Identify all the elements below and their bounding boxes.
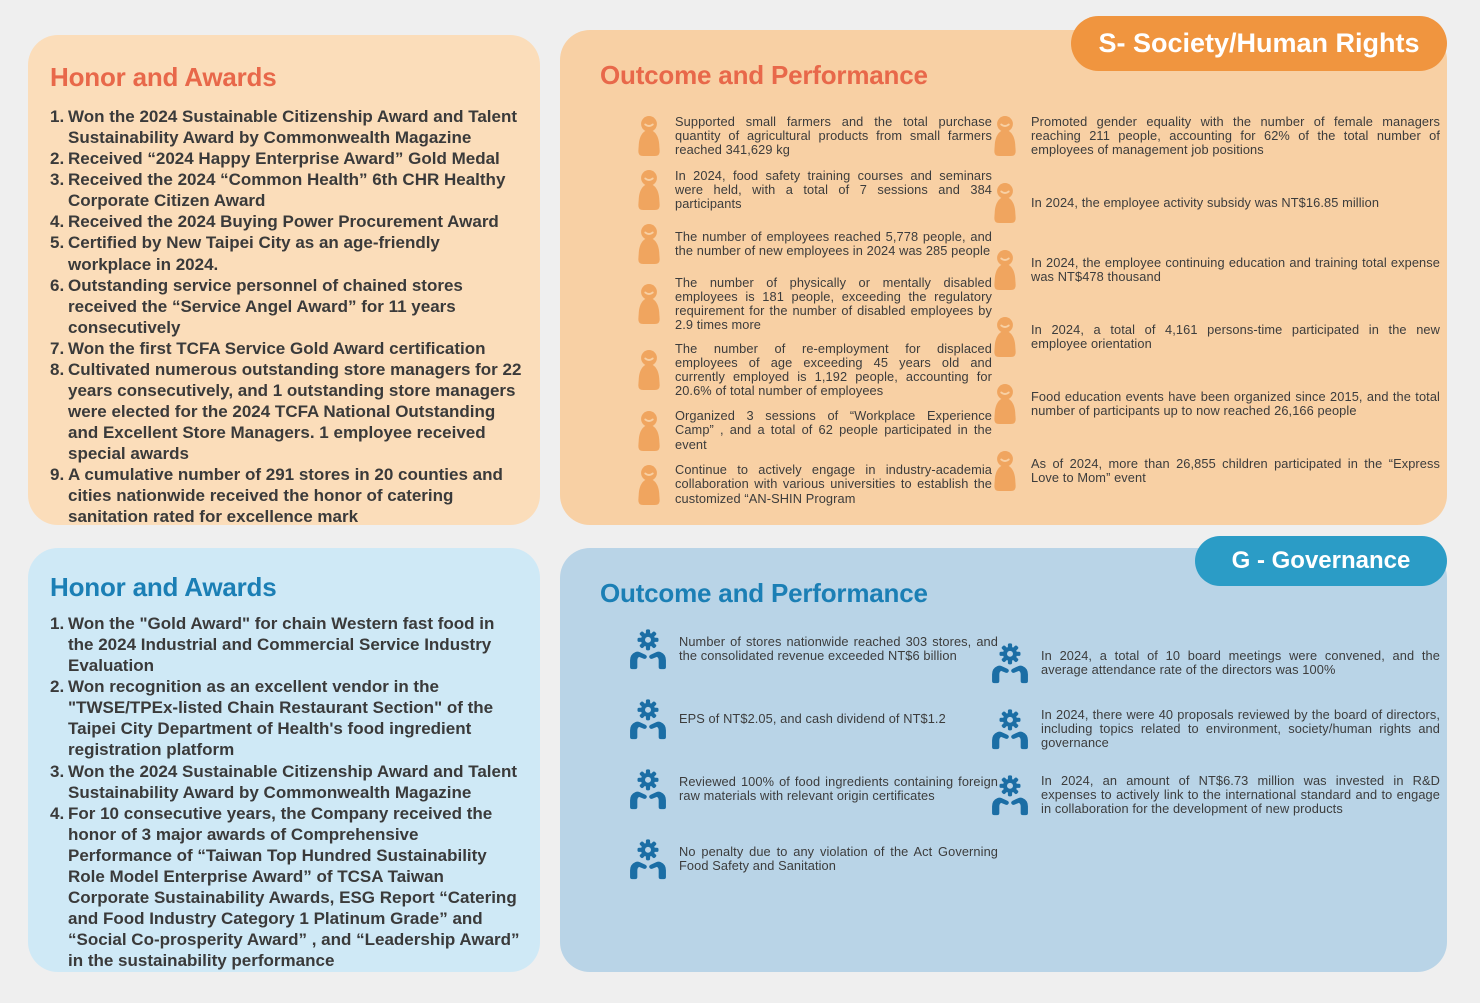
person-icon <box>634 222 664 266</box>
outcome-text: Reviewed 100% of food ingredients containing foreign raw materials with relevant origin certificates <box>679 773 998 803</box>
hands-gear-icon <box>988 642 1032 684</box>
outcome-text: In 2024, food safety training courses and seminars were held, with a total of 7 sessions and 384 participants <box>675 167 992 212</box>
person-icon <box>990 181 1020 225</box>
society-honor-panel <box>28 35 540 525</box>
honor-item: 7. Won the first TCFA Service Gold Award certification <box>50 338 486 358</box>
outcome-text: In 2024, there were 40 proposals reviewed by the board of directors, including topics related to environment, society/human rights and governance <box>1041 707 1440 751</box>
outcome-text: The number of employees reached 5,778 people, and the number of new employees in 2024 was 285 people <box>675 228 992 258</box>
hands-gear-icon <box>988 708 1032 750</box>
list-item <box>626 768 998 810</box>
person-icon <box>634 282 664 326</box>
outcome-text: Promoted gender equality with the number of female managers reaching 211 people, accounting for 62% of the total number of employees of management job positions <box>1031 113 1440 158</box>
person-icon <box>634 409 664 453</box>
honor-item: 3. Won the 2024 Sustainable Citizenship Award and Talent Sustainability Award by Commonwealth Magazine <box>50 761 518 802</box>
person-icon <box>634 114 664 158</box>
list-item <box>626 628 998 670</box>
governance-outcome-right-column <box>988 642 1440 816</box>
hands-gear-icon <box>626 768 670 810</box>
list-item <box>990 449 1440 493</box>
list-item <box>988 642 1440 684</box>
honor-item: 1. Won the "Gold Award" for chain Western fast food in the 2024 Industrial and Commercial Service Industry Evaluation <box>50 614 495 676</box>
list-item <box>634 114 992 158</box>
honor-item: 6. Outstanding service personnel of chained stores received the “Service Angel Award” for 11 years consecutively <box>50 275 463 337</box>
governance-outcome-panel <box>560 548 1447 972</box>
outcome-text: The number of physically or mentally disabled employees is 181 people, exceeding the regulatory requirement for the number of disabled employees by 2.9 times more <box>675 275 992 333</box>
list-item <box>990 382 1440 426</box>
person-icon <box>990 449 1020 493</box>
person-icon <box>990 315 1020 359</box>
person-icon <box>990 114 1020 158</box>
governance-honor-panel <box>28 548 540 972</box>
list-item <box>990 181 1440 225</box>
person-icon <box>990 382 1020 426</box>
governance-section-badge: G - Governance <box>1195 536 1447 586</box>
honor-item: 2. Won recognition as an excellent vendor in the "TWSE/TPEx-listed Chain Restaurant Section" of the Taipei City Department of Health's food ingredient registration platform <box>50 677 494 760</box>
outcome-text: Organized 3 sessions of “Workplace Experience Camp” , and a total of 62 people participated in the event <box>675 408 992 452</box>
outcome-text: In 2024, a total of 4,161 persons-time participated in the new employee orientation <box>1031 321 1440 351</box>
outcome-text: EPS of NT$2.05, and cash dividend of NT$1.2 <box>679 710 946 726</box>
governance-outcome-title: Outcome and Performance <box>600 578 928 608</box>
society-outcome-title: Outcome and Performance <box>600 60 928 90</box>
honor-item: 5. Certified by New Taipei City as an age-friendly workplace in 2024. <box>50 233 440 274</box>
governance-outcome-left-column <box>626 628 998 880</box>
person-icon <box>634 348 664 392</box>
honor-item: 1. Won the 2024 Sustainable Citizenship Award and Talent Sustainability Award by Commonwealth Magazine <box>50 107 518 148</box>
society-honor-list <box>28 106 540 528</box>
hands-gear-icon <box>626 698 670 740</box>
honor-item: 2. Received “2024 Happy Enterprise Award” Gold Medal <box>50 149 500 169</box>
list-item <box>990 114 1440 158</box>
honor-item: 4. Received the 2024 Buying Power Procurement Award <box>50 212 499 232</box>
outcome-text: In 2024, the employee continuing education and training total expense was NT$478 thousand <box>1031 254 1440 284</box>
list-item <box>634 342 992 398</box>
list-item <box>626 838 998 880</box>
hands-gear-icon <box>988 774 1032 816</box>
list-item <box>634 168 992 212</box>
outcome-text: Continue to actively engage in industry-academia collaboration with various universities to establish the customized “AN-SHIN Program <box>675 462 992 506</box>
honor-item: 3. Received the 2024 “Common Health” 6th CHR Healthy Corporate Citizen Award <box>50 170 506 211</box>
society-outcome-panel <box>560 30 1447 525</box>
list-item <box>990 315 1440 359</box>
governance-honor-list <box>28 613 540 971</box>
outcome-text: As of 2024, more than 26,855 children participated in the “Express Love to Mom” event <box>1031 455 1440 485</box>
outcome-text: Supported small farmers and the total purchase quantity of agricultural products from small farmers reached 341,629 kg <box>675 113 992 158</box>
outcome-text: Food education events have been organized since 2015, and the total number of participants up to now reached 26,166 people <box>1031 388 1440 418</box>
person-icon <box>634 168 664 212</box>
honor-item: 9. A cumulative number of 291 stores in 20 counties and cities nationwide received the honor of catering sanitation rated for excellence mark <box>50 465 503 527</box>
list-item <box>988 708 1440 750</box>
society-outcome-right-column <box>990 114 1440 493</box>
outcome-text: In 2024, a total of 10 board meetings were convened, and the average attendance rate of the directors was 100% <box>1041 647 1440 677</box>
person-icon <box>990 248 1020 292</box>
list-item <box>626 698 998 740</box>
outcome-text: In 2024, an amount of NT$6.73 million was invested in R&D expenses to actively link to the international standard and to engage in collaboration for the development of new products <box>1041 773 1440 817</box>
list-item <box>990 248 1440 292</box>
governance-honor-title: Honor and Awards <box>50 572 277 602</box>
outcome-text: Number of stores nationwide reached 303 stores, and the consolidated revenue exceeded NT$6 billion <box>679 633 998 663</box>
outcome-text: In 2024, the employee activity subsidy was NT$16.85 million <box>1031 194 1380 210</box>
list-item <box>634 276 992 332</box>
society-honor-title: Honor and Awards <box>50 62 277 92</box>
list-item <box>634 222 992 266</box>
hands-gear-icon <box>626 628 670 670</box>
honor-item: 8. Cultivated numerous outstanding store managers for 22 years consecutively, and 1 outstanding store managers were elected for the 2024 TCFA National Outstanding and Excellent Store Managers. 1 employee received special awards <box>50 359 522 464</box>
list-item <box>988 774 1440 816</box>
list-item <box>634 463 992 507</box>
outcome-text: No penalty due to any violation of the Act Governing Food Safety and Sanitation <box>679 843 998 873</box>
list-item <box>634 409 992 453</box>
society-outcome-left-column <box>634 114 992 507</box>
person-icon <box>634 463 664 507</box>
hands-gear-icon <box>626 838 670 880</box>
honor-item: 4. For 10 consecutive years, the Company received the honor of 3 major awards of Comprehensive Performance of “Taiwan Top Hundred Sustainability Role Model Enterprise Award” of TCSA Taiwan Corporate Sustainability Awards, ESG Report “Catering and Food Industry Category 1 Platinum Grade” and “Social Co-prosperity Award” , and “Leadership Award” in the sustainability performance <box>50 803 520 971</box>
society-section-badge: S- Society/Human Rights <box>1071 16 1447 71</box>
outcome-text: The number of re-employment for displaced employees of age exceeding 45 years old and currently employed is 1,192 people, accounting for 20.6% of total number of employees <box>675 341 992 399</box>
